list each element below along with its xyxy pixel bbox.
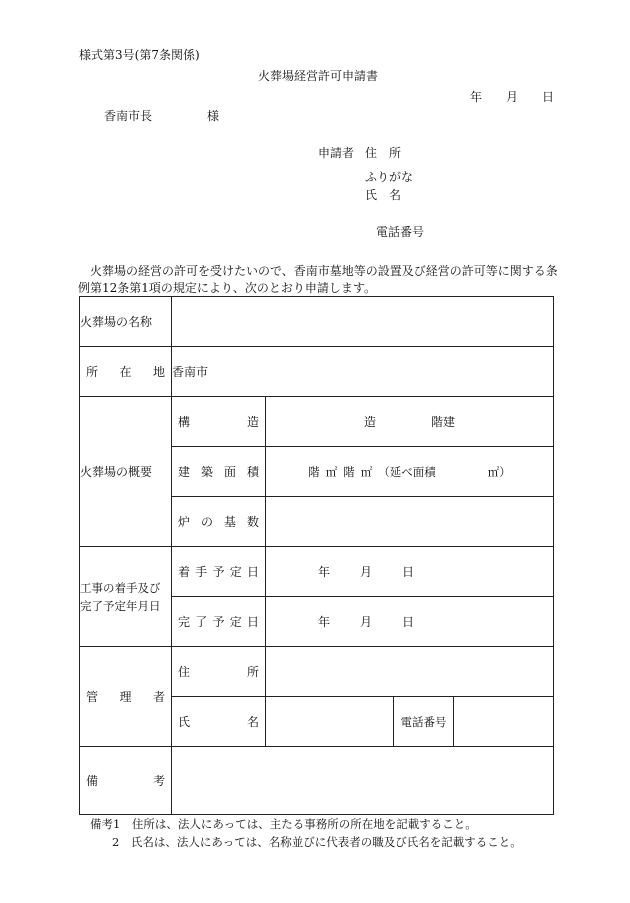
start-month: 月 [360,565,373,579]
structure-label: 構 造 [172,397,266,447]
applicant-address-label: 住 所 [365,146,402,160]
applicant-furigana-label: ふりがな [365,170,414,184]
floor-area-label: 建 築 面 積 [172,447,266,497]
structure-unit-a: 造 [363,415,376,429]
end-day: 日 [402,615,415,629]
page-title: 火葬場経営許可申請書 [258,69,379,83]
structure-unit-b: 階建 [431,415,456,429]
note-1: 備考1 住所は、法人にあっては、主たる事務所の所在地を記載すること。 [90,817,477,831]
floor-area-floor1: 階 [308,464,320,479]
end-date-label: 完 了 予 定 日 [172,597,266,647]
manager-address-label: 住 所 [172,647,266,697]
body-text-line2: 例第12条第1項の規定により、次のとおり申請します。 [78,281,376,295]
application-table [79,296,554,815]
table-row [80,347,554,397]
manager-address-field[interactable] [266,647,554,697]
applicant-label: 申請者 [318,146,355,160]
manager-phone-field[interactable] [454,697,554,747]
location-value: 香南市 [172,365,209,379]
schedule-label-line1: 工事の着手及び [80,580,161,595]
table-row [80,397,554,447]
overview-label [80,397,172,547]
end-month: 月 [360,615,373,629]
floor-area-unit1: ㎡ [325,464,338,479]
remarks-field[interactable] [172,747,554,815]
addressee-name: 香南市長 [104,109,153,123]
floor-area-unit3: ㎡） [487,464,511,479]
facility-name-field[interactable] [172,297,554,347]
start-date-field[interactable] [266,547,554,597]
manager-name-field[interactable] [266,697,394,747]
manager-phone-label [394,697,454,747]
location-field[interactable] [172,347,554,397]
manager-phone-label-text: 電話番号 [400,714,447,729]
end-year: 年 [318,615,331,629]
addressee-honorific: 様 [207,109,220,123]
table-row [80,547,554,597]
structure-field[interactable] [266,397,554,447]
furnace-field[interactable] [266,497,554,547]
form-number: 様式第3号(第7条関係) [79,48,200,62]
table-row [80,297,554,347]
start-day: 日 [402,565,415,579]
floor-area-floor2: 階 [343,464,355,479]
floor-area-field[interactable] [266,447,554,497]
facility-name-label-text: 火葬場の名称 [80,315,153,329]
start-date-label: 着 手 予 定 日 [172,547,266,597]
furnace-label: 炉 の 基 数 [172,497,266,547]
start-year: 年 [318,565,331,579]
date-year: 年 [470,90,483,104]
date-day: 日 [542,90,555,104]
facility-name-label [80,297,172,347]
floor-area-total: （延べ面積 [378,464,436,479]
floor-area-unit2: ㎡ [360,464,373,479]
overview-label-text: 火葬場の概要 [80,465,153,479]
remarks-label: 備 考 [80,747,172,815]
table-row [80,747,554,815]
applicant-phone-label: 電話番号 [376,225,425,239]
end-date-field[interactable] [266,597,554,647]
applicant-name-label: 氏 名 [365,188,402,202]
note-2: 2 氏名は、法人にあっては、名称並びに代表者の職及び氏名を記載すること。 [112,835,522,849]
manager-name-label: 氏 名 [172,697,266,747]
location-label: 所 在 地 [80,347,172,397]
table-row [80,647,554,697]
body-text-line1: 火葬場の経営の許可を受けたいので、香南市墓地等の設置及び経営の許可等に関する条 [90,264,558,278]
manager-label: 管 理 者 [80,647,172,747]
schedule-label [80,547,172,647]
date-month: 月 [506,90,519,104]
schedule-label-line2: 完了予定年月日 [80,598,161,613]
